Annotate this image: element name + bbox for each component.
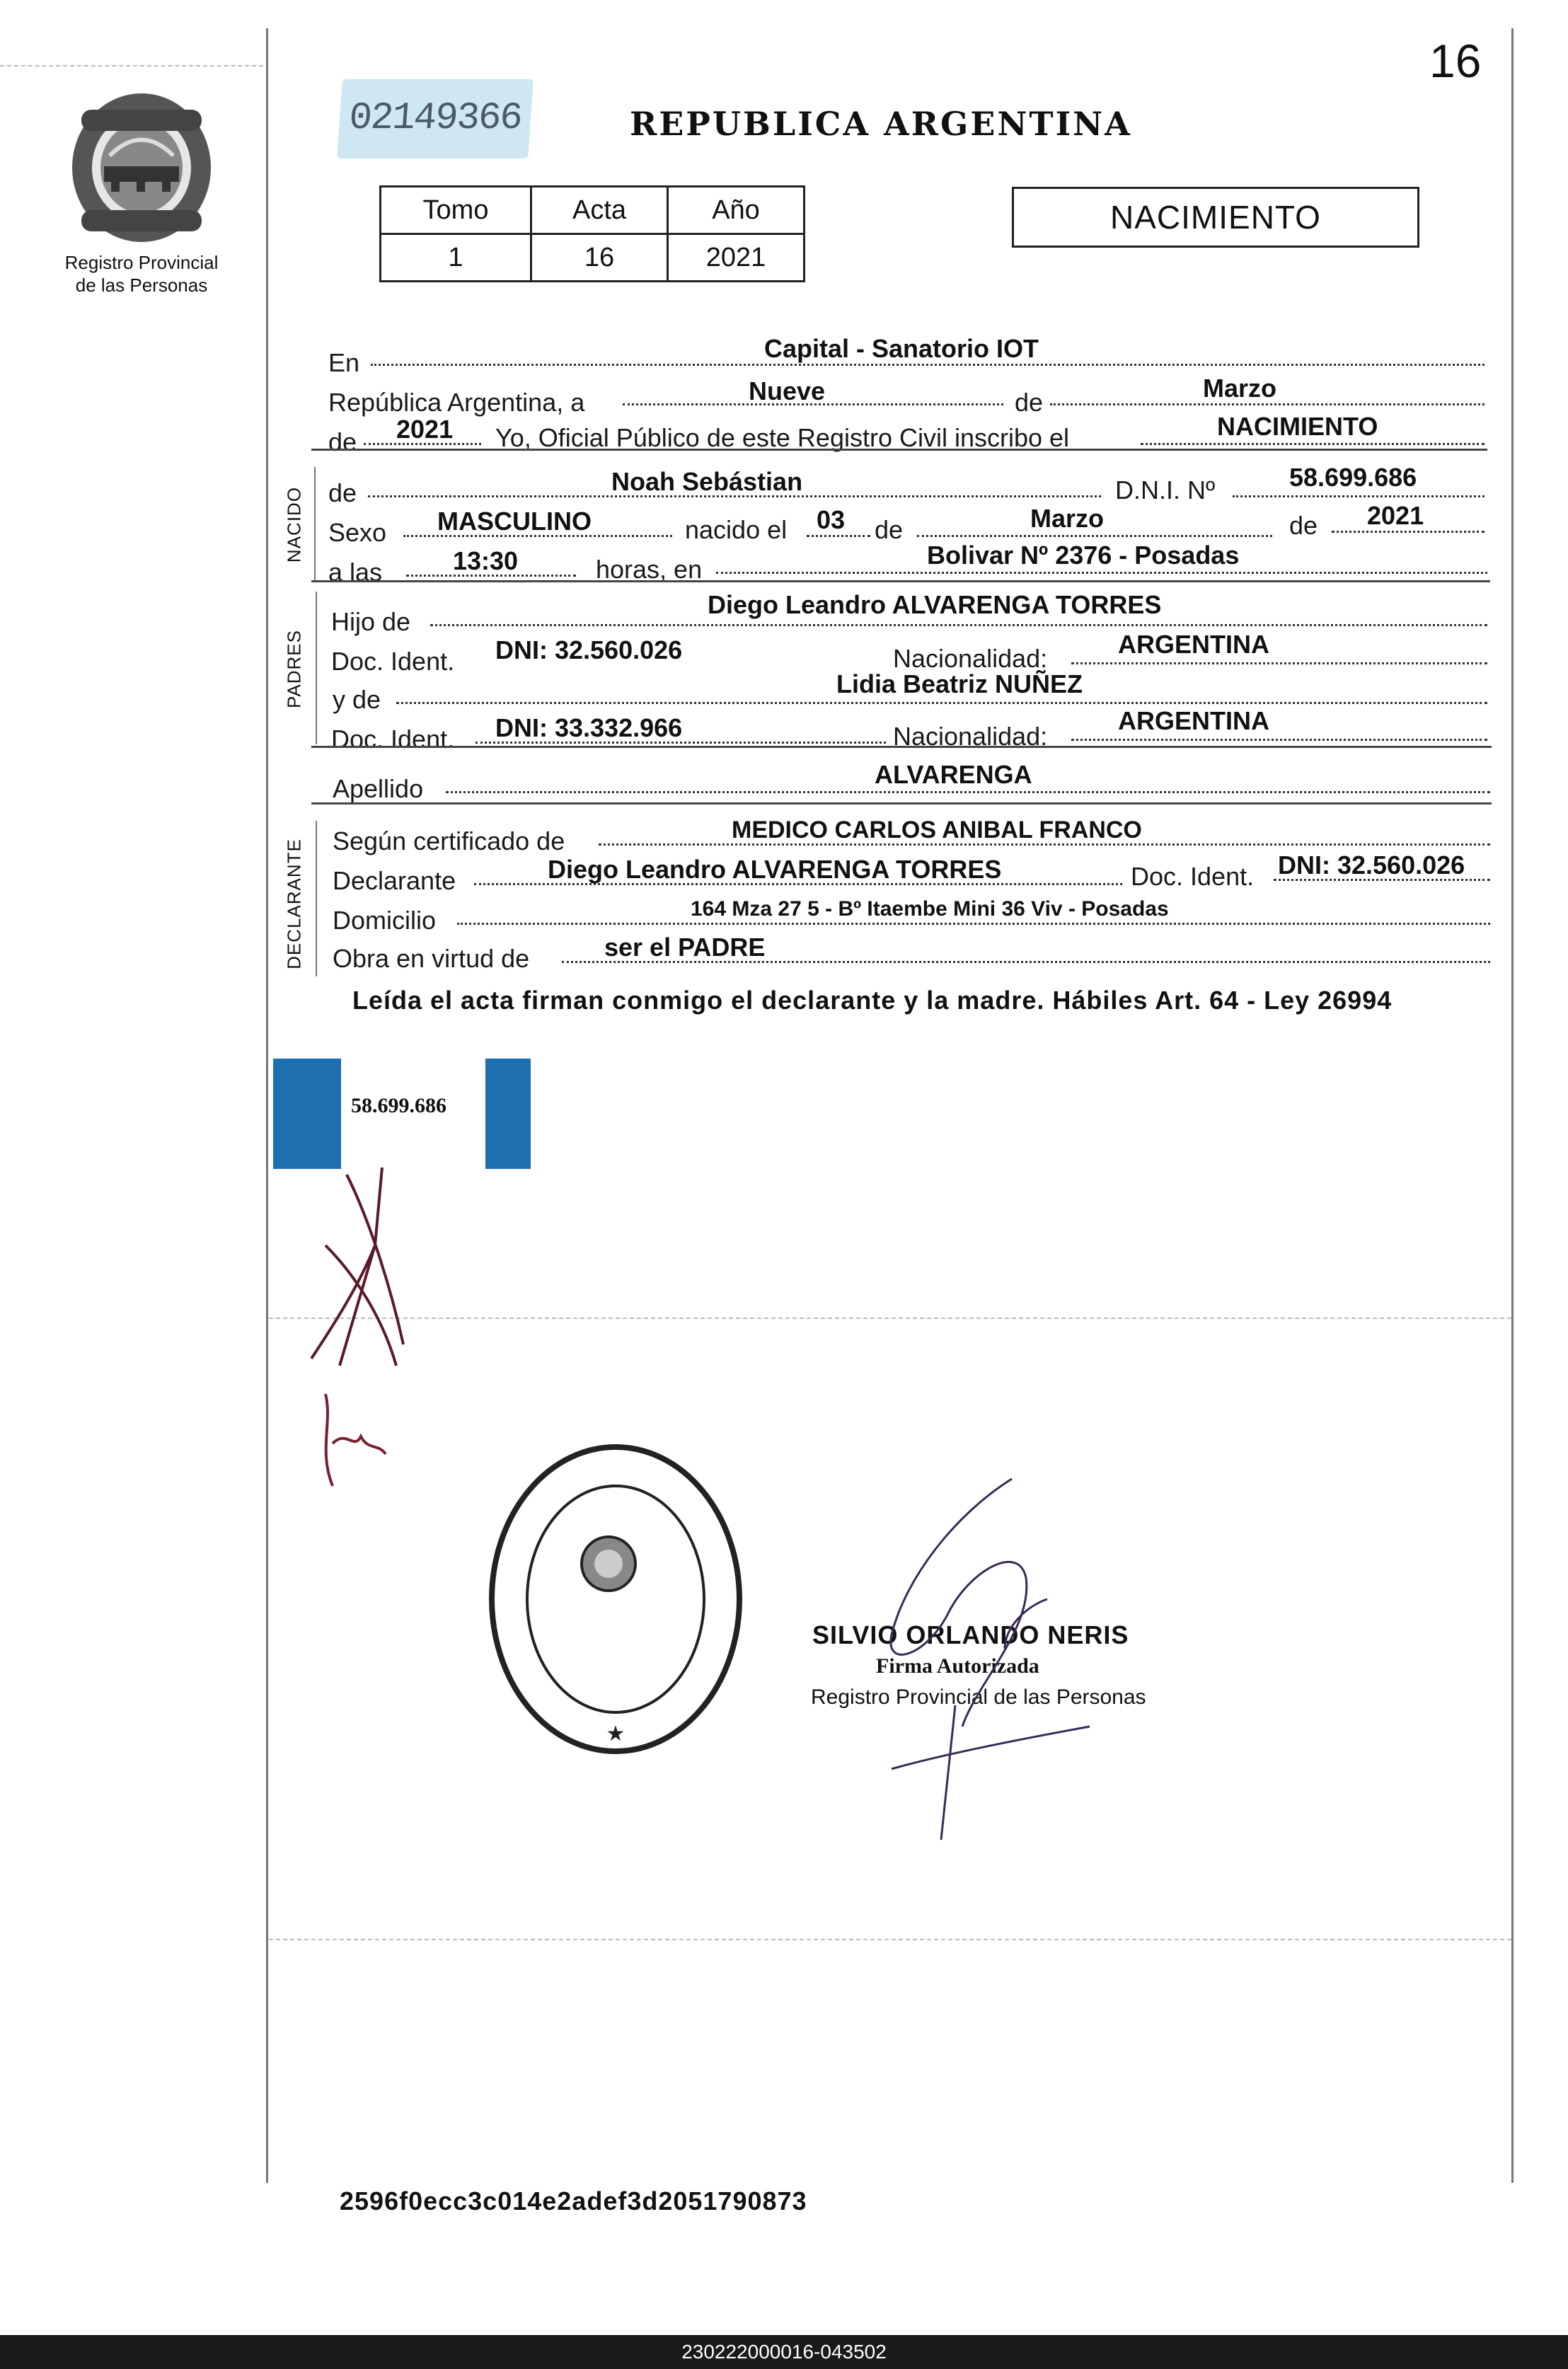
nacido-bracket: [314, 467, 316, 580]
id-photo-label: [273, 1059, 531, 1169]
value-certificate: MEDICO CARLOS ANIBAL FRANCO: [732, 817, 1142, 843]
value-child-name: Noah Sebástian: [611, 467, 803, 496]
dots-birth-year: [1332, 531, 1485, 533]
value-year: 2021: [396, 415, 454, 444]
official-registry: Registro Provincial de las Personas: [811, 1685, 1146, 1709]
value-ano: 2021: [668, 234, 805, 282]
label-nacionalidad-2: Nacionalidad:: [893, 722, 1048, 751]
photo-dni-number: 58.699.686: [351, 1094, 446, 1117]
dots-child-dni: [1233, 495, 1485, 497]
label-obra-en-virtud: Obra en virtud de: [333, 944, 530, 973]
separator-1: [311, 449, 1487, 451]
label-yo-oficial: Yo, Oficial Público de este Registro Civil inscribo el: [495, 423, 1070, 452]
label-de-name: de: [328, 478, 357, 507]
declarante-bracket: [316, 821, 317, 976]
dots-month: [1050, 403, 1485, 405]
label-doc-ident-3: Doc. Ident.: [1131, 862, 1255, 891]
dots-birth-month: [917, 535, 1272, 537]
padres-bracket: [316, 592, 317, 744]
dots-mother-name: [396, 702, 1487, 704]
photo-blue-left: [273, 1059, 341, 1169]
registry-name: [42, 251, 241, 296]
value-mother-doc: DNI: 33.332.966: [495, 713, 683, 742]
province-emblem-icon: [67, 88, 216, 244]
record-type-box: NACIMIENTO: [1012, 187, 1419, 248]
value-father-doc: DNI: 32.560.026: [495, 635, 683, 664]
page-number: 16: [1429, 35, 1482, 87]
value-address: 164 Mza 27 5 - Bº Itaembe Mini 36 Viv - Posadas: [691, 897, 1169, 921]
header-tomo: Tomo: [381, 187, 531, 234]
official-name: SILVIO ORLANDO NERIS: [812, 1620, 1129, 1649]
dots-father-nationality: [1071, 662, 1487, 664]
label-horas-en: horas, en: [596, 555, 703, 584]
right-margin-line: [1511, 28, 1514, 2183]
official-role: Firma Autorizada: [876, 1654, 1039, 1678]
value-acta: 16: [531, 234, 668, 282]
value-birth-place: Bolivar Nº 2376 - Posadas: [927, 541, 1240, 570]
separator-3: [311, 746, 1492, 748]
value-mother-name: Lidia Beatriz NUÑEZ: [836, 669, 1083, 698]
label-de-birth-year: de: [1289, 511, 1318, 540]
value-mother-nationality: ARGENTINA: [1118, 706, 1269, 735]
label-doc-ident-1: Doc. Ident.: [331, 647, 455, 676]
dots-father-name: [430, 624, 1487, 626]
section-padres: PADRES: [283, 630, 305, 708]
header-acta: Acta: [531, 187, 668, 234]
footer-code: 230222000016-043502: [0, 2335, 1568, 2369]
value-tomo: 1: [381, 234, 531, 282]
value-father-nationality: ARGENTINA: [1118, 630, 1269, 659]
label-dni: D.N.I. Nº: [1115, 475, 1216, 505]
label-republica: República Argentina, a: [328, 388, 585, 417]
official-signature: [835, 1472, 1104, 1847]
dots-place: [371, 364, 1485, 366]
serial-number: 02149366: [337, 79, 534, 158]
label-doc-ident-2: Doc. Ident.: [331, 725, 455, 754]
label-hijo-de: Hijo de: [331, 607, 411, 636]
dots-act-type: [1141, 443, 1485, 445]
label-apellido: Apellido: [333, 774, 424, 803]
label-de-year: de: [328, 427, 357, 456]
value-month: Marzo: [1203, 374, 1277, 403]
record-table: [379, 185, 805, 282]
photo-blue-right: [485, 1059, 531, 1169]
section-declarante: DECLARANTE: [283, 838, 305, 969]
value-surname: ALVARENGA: [875, 760, 1032, 789]
label-en: En: [328, 348, 360, 377]
lower-dashed-line: [269, 1939, 1511, 1940]
label-de-birth-month: de: [875, 515, 904, 544]
mother-signature: [311, 1387, 396, 1493]
value-day: Nueve: [749, 376, 826, 405]
separator-2: [311, 580, 1490, 582]
value-sex: MASCULINO: [437, 507, 592, 536]
document-hash: 2596f0ecc3c014e2adef3d2051790873: [340, 2186, 807, 2215]
value-birth-year: 2021: [1367, 501, 1424, 530]
value-place: Capital - Sanatorio IOT: [764, 334, 1039, 363]
separator-4: [311, 802, 1492, 805]
dots-surname: [446, 791, 1490, 793]
value-declarant-name: Diego Leandro ALVARENGA TORRES: [548, 855, 1002, 884]
dots-address: [457, 923, 1490, 925]
left-margin-line: [266, 28, 268, 2183]
label-y-de: y de: [333, 685, 381, 714]
dots-birth-day: [807, 535, 870, 537]
label-declarante: Declarante: [333, 866, 456, 895]
label-nacionalidad-1: Nacionalidad:: [893, 644, 1048, 673]
header-ano: Año: [668, 187, 805, 234]
value-child-dni: 58.699.686: [1289, 463, 1417, 492]
value-declarant-doc: DNI: 32.560.026: [1278, 851, 1465, 880]
value-act-type: NACIMIENTO: [1217, 412, 1378, 441]
declarant-signature: [297, 1160, 467, 1373]
registry-name-line1: Registro Provincial: [64, 252, 219, 273]
registry-name-line2: de las Personas: [75, 275, 208, 296]
svg-text:★: ★: [606, 1722, 626, 1746]
value-declarant-role: ser el PADRE: [604, 933, 766, 962]
official-seal-icon: [481, 1436, 750, 1762]
dots-mother-nationality: [1071, 739, 1487, 741]
label-de-month: de: [1015, 388, 1044, 417]
label-nacido-el: nacido el: [685, 515, 788, 544]
country-title: REPUBLICA ARGENTINA: [630, 105, 1132, 143]
value-father-name: Diego Leandro ALVARENGA TORRES: [708, 590, 1162, 619]
value-birth-month: Marzo: [1030, 504, 1105, 533]
value-birth-time: 13:30: [453, 546, 519, 575]
dots-birth-place: [716, 572, 1487, 574]
label-segun-certificado: Según certificado de: [333, 826, 565, 855]
closing-statement: Leída el acta firman conmigo el declarante y la madre. Hábiles Art. 64 - Ley 26994: [352, 986, 1393, 1015]
label-a-las: a las: [328, 558, 383, 587]
label-sexo: Sexo: [328, 518, 387, 547]
section-nacido: NACIDO: [283, 486, 305, 563]
top-dashed-line: [0, 65, 263, 67]
value-birth-day: 03: [817, 505, 846, 534]
label-domicilio: Domicilio: [333, 906, 437, 935]
